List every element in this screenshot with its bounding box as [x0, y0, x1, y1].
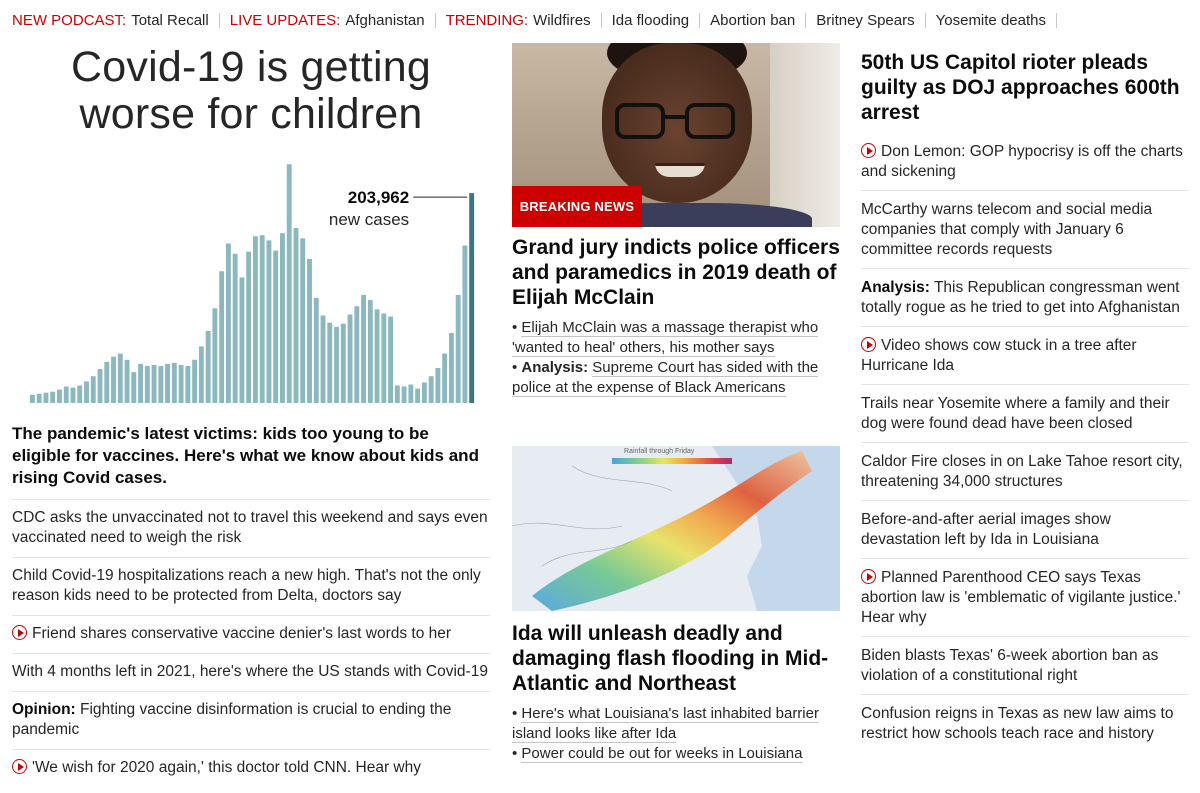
chart-bar [98, 369, 103, 403]
bullet-text[interactable]: Power could be out for weeks in Louisiana [521, 745, 803, 762]
ticker-divider [699, 13, 700, 28]
chart-bar [415, 389, 420, 403]
chart-bar [429, 376, 434, 403]
chart-bar [233, 254, 238, 403]
story-prefix: Analysis: [861, 279, 930, 296]
chart-bar [402, 387, 407, 403]
chart-bar [212, 308, 217, 403]
chart-bar [321, 316, 326, 403]
story-link[interactable] [861, 559, 1189, 637]
chart-bar [408, 384, 413, 403]
story-text[interactable]: CDC asks the unvaccinated not to travel this weekend and says even vaccinated need to weigh the risk [12, 509, 488, 546]
chart-bar [294, 228, 299, 403]
chart-bar [57, 390, 62, 403]
chart-bar [246, 252, 251, 403]
chart-bar [64, 387, 69, 403]
ticker-divider [219, 13, 220, 28]
story-link[interactable] [861, 191, 1189, 269]
chart-bar [131, 372, 136, 403]
chart-bar [158, 366, 163, 403]
mid-headline-2[interactable]: Ida will unleash deadly and damaging flash flooding in Mid-Atlantic and Northeast [512, 622, 829, 695]
chart-bar [307, 259, 312, 403]
chart-bar [442, 354, 447, 403]
story-text[interactable]: Before-and-after aerial images show devastation left by Ida in Louisiana [861, 511, 1111, 548]
story-text[interactable]: Planned Parenthood CEO says Texas abortion law is 'emblematic of vigilante justice.' Hear why [861, 569, 1181, 626]
ticker-label: TRENDING: [445, 11, 529, 29]
story-text[interactable]: This Republican congressman went totally rogue as he tried to get into Afghanistan [861, 279, 1180, 316]
ticker-item-podcast[interactable] [12, 12, 209, 29]
story-link[interactable] [861, 133, 1189, 191]
chart-bar [375, 309, 380, 403]
hero-headline-line2[interactable]: worse for children [79, 90, 423, 138]
chart-bar [192, 360, 197, 403]
chart-bar [327, 323, 332, 403]
mid-bullet[interactable]: • Analysis: Supreme Court has sided with the police at the expense of Black Americans [512, 359, 819, 396]
chart-bar [118, 354, 123, 403]
chart-bar [449, 333, 454, 403]
lead-headline[interactable]: The pandemic's latest victims: kids too young to be eligible for vaccines. Here's what we know about kids and rising Covid cases. [12, 423, 490, 500]
chart-bar [287, 164, 292, 403]
bullet-text[interactable]: Supreme Court has sided with the police at the expense of Black Americans [512, 359, 819, 396]
ticker-label: LIVE UPDATES: [229, 11, 341, 29]
story-link[interactable] [12, 692, 490, 750]
chart-bar [77, 386, 82, 404]
chart-bar [341, 324, 346, 403]
photo-smile [655, 163, 705, 177]
story-text[interactable]: With 4 months left in 2021, here's where the US stands with Covid-19 [12, 663, 488, 680]
chart-bar [462, 246, 467, 403]
rainfall-map[interactable] [512, 446, 840, 611]
callout-value: 203,962 [347, 188, 410, 208]
chart-bar [381, 313, 386, 403]
play-icon [861, 143, 876, 158]
chart-bar [206, 331, 211, 403]
chart-bar [226, 243, 231, 403]
chart-bar [435, 368, 440, 403]
ticker-link[interactable]: Yosemite deaths [935, 11, 1046, 29]
chart-bar [314, 298, 319, 403]
story-text[interactable]: Biden blasts Texas' 6-week abortion ban as violation of a constitutional right [861, 647, 1159, 684]
photo-glasses-right [685, 103, 735, 139]
map-legend-title: Rainfall through Friday [624, 448, 695, 455]
photo-glasses-left [615, 103, 665, 139]
play-icon [12, 759, 27, 774]
chart-bar [44, 393, 49, 403]
middle-column [512, 43, 840, 764]
chart-bar [469, 193, 474, 403]
story-photo[interactable] [512, 43, 840, 227]
chart-bar [334, 327, 339, 403]
ticker-item-britney-spears[interactable] [816, 12, 914, 29]
story-link[interactable] [12, 558, 490, 616]
chart-bar [104, 362, 109, 403]
right-column [861, 50, 1189, 752]
right-story-list [861, 133, 1189, 752]
chart-bar [395, 386, 400, 404]
chart-bar [111, 357, 116, 403]
photo-glasses-bridge [665, 115, 685, 119]
story-link[interactable] [861, 443, 1189, 501]
ticker-divider [1056, 13, 1057, 28]
story-prefix: Opinion: [12, 701, 76, 718]
ticker-item-live-updates[interactable] [230, 12, 425, 29]
story-text[interactable]: Don Lemon: GOP hypocrisy is off the charts and sickening [861, 143, 1183, 180]
chart-bar [199, 346, 204, 403]
chart-bar [185, 366, 190, 403]
story-link[interactable] [12, 500, 490, 558]
ticker-item-ida-flooding[interactable] [612, 12, 690, 29]
chart-bar [260, 235, 265, 403]
trending-bar [12, 10, 1067, 30]
story-text[interactable]: Trails near Yosemite where a family and their dog were found dead have been closed [861, 395, 1170, 432]
covid-cases-chart[interactable] [12, 146, 490, 411]
chart-bar [456, 295, 461, 403]
ticker-link[interactable]: Wildfires [533, 11, 591, 29]
mid-bullet[interactable]: • Here's what Louisiana's last inhabited barrier island looks like after Ida [512, 705, 819, 742]
chart-bar [348, 314, 353, 403]
story-text[interactable]: 'We wish for 2020 again,' this doctor told CNN. Hear why [32, 759, 421, 776]
chart-bar [71, 388, 76, 403]
left-story-list [12, 500, 490, 787]
play-icon [861, 569, 876, 584]
chart-bar [368, 300, 373, 403]
play-icon [12, 625, 27, 640]
map-legend [612, 458, 732, 464]
ticker-divider [435, 13, 436, 28]
ticker-link[interactable]: Total Recall [131, 11, 209, 29]
callout-label: new cases [328, 210, 410, 230]
chart-bar [300, 238, 305, 403]
ticker-link[interactable]: Ida flooding [611, 11, 690, 29]
story-text[interactable]: Confusion reigns in Texas as new law aims to restrict how schools teach race and history [861, 705, 1174, 742]
story-link[interactable] [12, 750, 490, 787]
chart-bar [145, 366, 150, 403]
chart-bar [354, 306, 359, 403]
mid-bullet[interactable]: • Elijah McClain was a massage therapist who 'wanted to heal' others, his mother says [512, 319, 819, 356]
story-link[interactable] [12, 654, 490, 692]
story-link[interactable] [861, 695, 1189, 752]
hero-headline[interactable] [12, 44, 490, 138]
chart-bar [125, 360, 130, 403]
bullet-text[interactable]: Here's what Louisiana's last inhabited barrier island looks like after Ida [512, 705, 819, 742]
chart-bar [422, 382, 427, 403]
chart-bar [37, 394, 42, 403]
chart-bar [30, 395, 35, 403]
photo-background [770, 43, 840, 227]
ticker-item-yosemite-deaths[interactable] [936, 12, 1046, 29]
story-text[interactable]: Caldor Fire closes in on Lake Tahoe resort city, threatening 34,000 structures [861, 453, 1183, 490]
bar-chart [12, 146, 490, 411]
story-text[interactable]: Video shows cow stuck in a tree after Hurricane Ida [861, 337, 1137, 374]
ticker-link[interactable]: Abortion ban [710, 11, 796, 29]
left-column [12, 40, 490, 787]
story-text[interactable]: Fighting vaccine disinformation is crucial to ending the pandemic [12, 701, 452, 738]
chart-bar [267, 240, 272, 403]
ticker-divider [805, 13, 806, 28]
ticker-item-abortion-ban[interactable] [710, 12, 795, 29]
chart-bar [219, 271, 224, 403]
story-link[interactable] [12, 616, 490, 654]
bullet-prefix: Analysis: [521, 359, 589, 376]
ticker-item-trending[interactable] [446, 12, 591, 29]
ticker-link[interactable]: Britney Spears [816, 11, 915, 29]
right-headline[interactable]: 50th US Capitol rioter pleads guilty as DOJ approaches 600th arrest [861, 51, 1180, 124]
chart-bar [280, 233, 285, 403]
story-link[interactable] [861, 385, 1189, 443]
bullet-text[interactable]: Elijah McClain was a massage therapist who 'wanted to heal' others, his mother says [512, 319, 819, 356]
rainfall-map-graphic [512, 446, 840, 611]
chart-bar [165, 364, 170, 403]
story-text[interactable]: McCarthy warns telecom and social media companies that comply with January 6 committee records requests [861, 201, 1153, 258]
mid-headline[interactable]: Grand jury indicts police officers and paramedics in 2019 death of Elijah McClain [512, 236, 840, 309]
ticker-label: NEW PODCAST: [12, 11, 127, 29]
story-link[interactable] [861, 269, 1189, 327]
story-text[interactable]: Child Covid-19 hospitalizations reach a new high. That's not the only reason kids need to be protected from Delta, doctors say [12, 567, 481, 604]
breaking-news-badge: BREAKING NEWS [512, 186, 642, 227]
chart-bar [172, 363, 177, 403]
chart-bar [152, 365, 157, 403]
chart-bar [179, 365, 184, 403]
chart-bar [273, 251, 278, 403]
chart-bar [50, 392, 55, 403]
play-icon [861, 337, 876, 352]
mid-bullet[interactable]: • Power could be out for weeks in Louisiana [512, 745, 803, 762]
chart-bar [253, 236, 258, 403]
chart-bar [84, 381, 89, 403]
chart-bar [239, 277, 244, 403]
ticker-divider [601, 13, 602, 28]
story-link[interactable] [861, 327, 1189, 385]
story-text[interactable]: Friend shares conservative vaccine denier's last words to her [32, 625, 452, 642]
chart-bar [361, 295, 366, 403]
chart-bar [138, 364, 143, 403]
chart-bar [91, 376, 96, 403]
ticker-divider [925, 13, 926, 28]
story-link[interactable] [861, 637, 1189, 695]
chart-bar [388, 317, 393, 403]
story-link[interactable] [861, 501, 1189, 559]
hero-headline-line1[interactable]: Covid-19 is getting [71, 43, 431, 91]
ticker-link[interactable]: Afghanistan [345, 11, 425, 29]
